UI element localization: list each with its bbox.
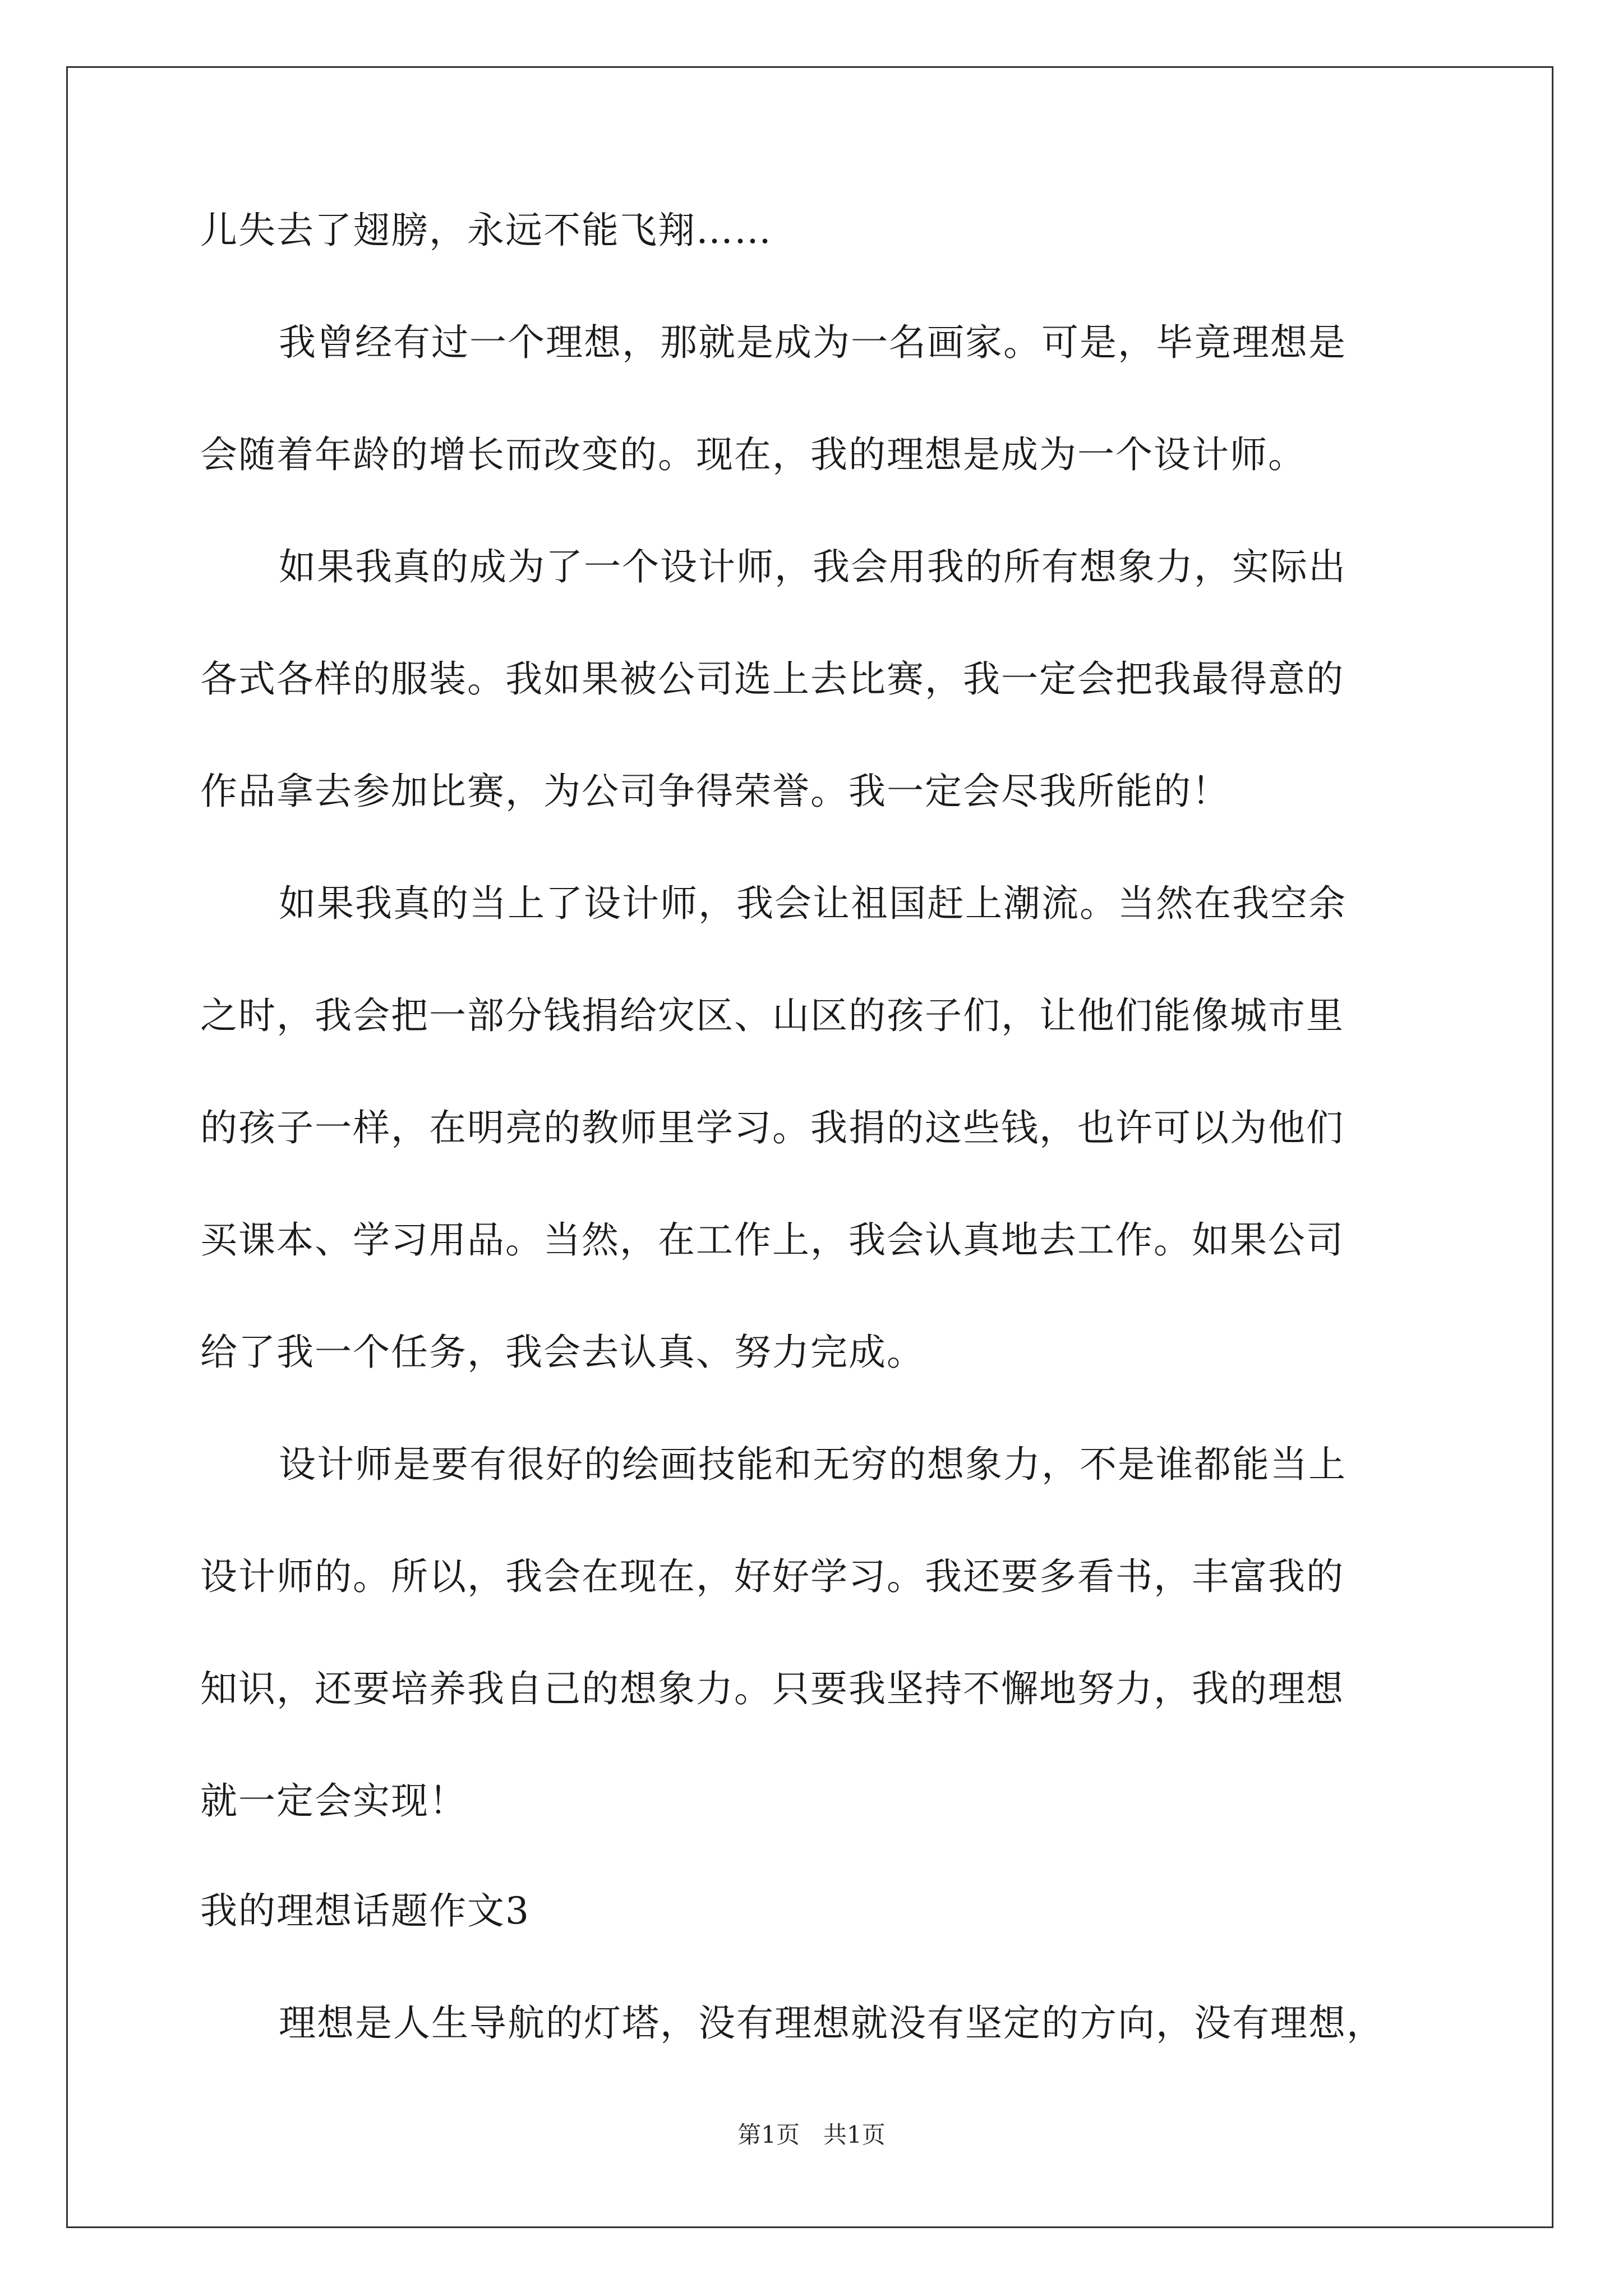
text-line: 儿失去了翅膀，永远不能飞翔…… [200, 209, 772, 252]
paragraph-start: 如果我真的当上了设计师，我会让祖国赶上潮流。当然在我空余 [279, 882, 1347, 925]
text-line: 知识，还要培养我自己的想象力。只要我坚持不懈地努力，我的理想 [200, 1667, 1344, 1710]
text-line: 会随着年龄的增长而改变的。现在，我的理想是成为一个设计师。 [200, 433, 1306, 476]
text-line: 的孩子一样，在明亮的教师里学习。我捐的这些钱，也许可以为他们 [200, 1106, 1344, 1149]
text-line: 各式各样的服装。我如果被公司选上去比赛，我一定会把我最得意的 [200, 657, 1344, 701]
paragraph-start: 理想是人生导航的灯塔，没有理想就没有坚定的方向，没有理想， [279, 2001, 1385, 2045]
page-footer: 第1页 共1页 [737, 2121, 886, 2148]
section-heading: 我的理想话题作文3 [200, 1889, 530, 1932]
text-line: 给了我一个任务，我会去认真、努力完成。 [200, 1331, 925, 1374]
text-line: 作品拿去参加比赛，为公司争得荣誉。我一定会尽我所能的！ [200, 770, 1230, 813]
text-line: 设计师的。所以，我会在现在，好好学习。我还要多看书，丰富我的 [200, 1555, 1344, 1598]
text-line: 就一定会实现！ [200, 1779, 467, 1823]
paragraph-start: 设计师是要有很好的绘画技能和无穷的想象力，不是谁都能当上 [279, 1443, 1347, 1486]
text-line: 买课本、学习用品。当然，在工作上，我会认真地去工作。如果公司 [200, 1218, 1344, 1262]
text-line: 之时，我会把一部分钱捐给灾区、山区的孩子们，让他们能像城市里 [200, 994, 1344, 1037]
paragraph-start: 如果我真的成为了一个设计师，我会用我的所有想象力，实际出 [279, 545, 1347, 588]
paragraph-start: 我曾经有过一个理想，那就是成为一名画家。可是，毕竟理想是 [279, 321, 1347, 364]
